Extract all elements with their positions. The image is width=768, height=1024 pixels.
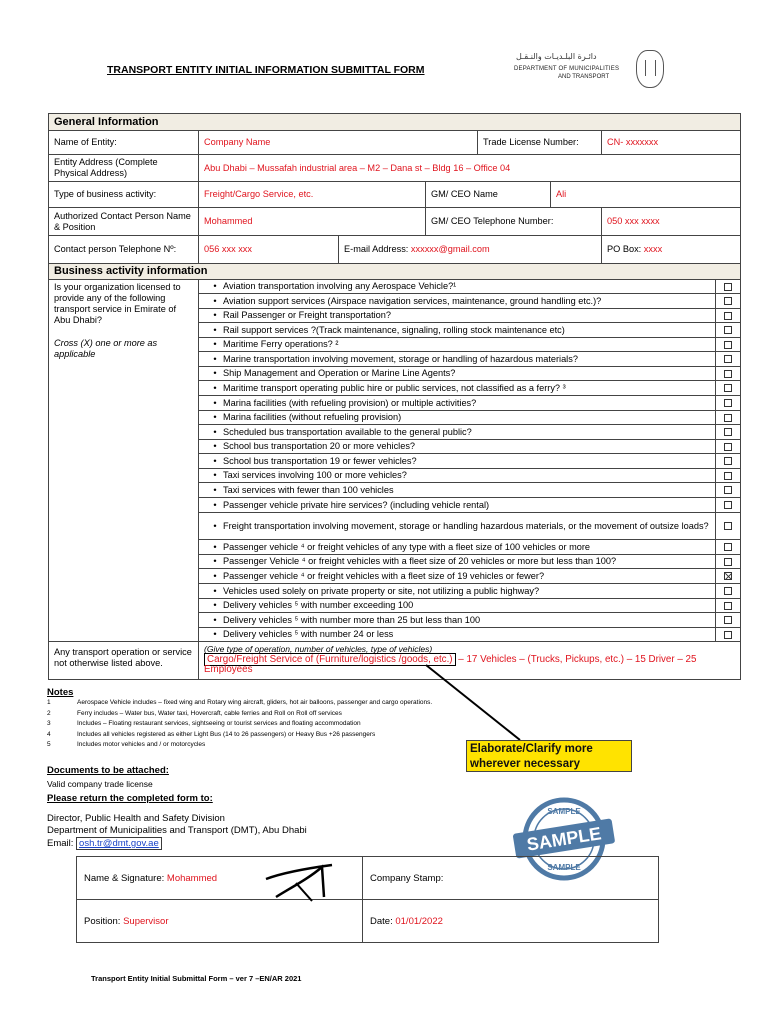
checkbox[interactable] xyxy=(724,486,732,494)
bullet-icon: • xyxy=(213,499,217,510)
activity-label: Delivery vehicles ⁵ with number exceeding 100 xyxy=(223,600,414,610)
activity-text-cell xyxy=(199,323,716,338)
activity-text-cell xyxy=(199,396,716,411)
activity-checkbox-cell xyxy=(716,440,741,454)
activity-label: Taxi services with fewer than 100 vehicles xyxy=(223,484,394,495)
activity-text-cell xyxy=(199,425,716,440)
activity-label: Passenger vehicle ⁴ or freight vehicles of any type with a fleet size of 100 vehicles or more xyxy=(223,541,591,552)
activity-text-cell xyxy=(199,469,716,483)
activity-label: Marina facilities (without refueling provision) xyxy=(223,412,402,422)
bullet-icon: • xyxy=(213,368,217,378)
documents-value: Valid company trade license xyxy=(47,779,153,789)
company-stamp-label: Company Stamp: xyxy=(370,872,444,884)
activity-row xyxy=(49,280,741,294)
activity-label: Aviation support services (Airspace navigation services, maintenance, ground handling etc.)? xyxy=(223,295,602,306)
checkbox[interactable] xyxy=(724,326,732,334)
activity-checkbox-cell xyxy=(716,425,741,440)
activity-text-cell xyxy=(199,513,716,540)
activity-checkbox-cell xyxy=(716,599,741,613)
activity-question-cell xyxy=(49,280,199,642)
entity-name-field[interactable]: Company Name xyxy=(199,131,478,155)
logo-english-line1: DEPARTMENT OF MUNICIPALITIES xyxy=(514,66,620,72)
checkbox[interactable] xyxy=(724,558,732,566)
emblem-icon xyxy=(636,50,664,88)
activity-text-cell xyxy=(199,411,716,425)
activity-checkbox-cell xyxy=(716,309,741,323)
checkbox[interactable] xyxy=(724,312,732,320)
checkbox[interactable] xyxy=(724,355,732,363)
activity-checkbox-cell xyxy=(716,367,741,381)
pobox-label: PO Box: xyxy=(607,244,642,254)
note-item xyxy=(47,710,342,717)
bullet-icon: • xyxy=(213,614,217,625)
handwritten-signature xyxy=(262,857,342,907)
company-stamp-cell[interactable] xyxy=(363,857,659,900)
other-service-rest: – 17 Vehicles – (Trucks, Pickups, etc.) – 15 Driver – 25 Employees xyxy=(204,654,697,675)
activity-list xyxy=(49,280,741,642)
activity-checkbox-cell xyxy=(716,498,741,513)
checkbox[interactable] xyxy=(724,341,732,349)
activity-checkbox-cell xyxy=(716,555,741,569)
pobox-field[interactable]: xxxx xyxy=(643,244,663,254)
checkbox[interactable] xyxy=(724,370,732,378)
notes-title: Notes xyxy=(47,687,74,698)
activity-instruction: Cross (X) one or more as applicable xyxy=(54,338,158,359)
activity-checkbox-cell xyxy=(716,280,741,294)
ceo-name-field[interactable]: Ali xyxy=(551,182,741,208)
return-line1: Director, Public Health and Safety Division xyxy=(47,813,225,824)
bullet-icon: • xyxy=(213,470,217,480)
activity-text-cell xyxy=(199,628,716,642)
activity-text-cell xyxy=(199,338,716,352)
note-item xyxy=(47,720,361,727)
stamp-top-text: SAMPLE xyxy=(547,807,581,816)
activity-text-cell xyxy=(199,599,716,613)
activity-checkbox-cell xyxy=(716,513,741,540)
note-number: 4 xyxy=(47,730,51,738)
checkbox[interactable] xyxy=(724,443,732,451)
position-value: Supervisor xyxy=(123,915,169,927)
checkbox[interactable] xyxy=(724,522,732,530)
bullet-icon: • xyxy=(213,629,217,639)
stamp-bottom-text: SAMPLE xyxy=(547,863,581,872)
activity-text-cell xyxy=(199,454,716,469)
checkbox[interactable] xyxy=(724,631,732,639)
activity-question: Is your organization licensed to provide any of the following transport service in Emirate of Abu Dhabi? xyxy=(54,282,181,325)
other-service-hint: (Give type of operation, number of vehicles, type of vehicles) xyxy=(204,644,433,654)
highlighted-service: Cargo/Freight Service of (Furniture/logistics /goods, etc.) xyxy=(204,653,456,666)
activity-checkbox-cell xyxy=(716,323,741,338)
bullet-icon: • xyxy=(213,541,217,552)
activity-label: Freight transportation involving movement, storage or handling hazardous materials, or the movement of outsize loads? xyxy=(223,520,709,531)
note-number: 1 xyxy=(47,699,51,706)
activity-text-cell xyxy=(199,483,716,498)
activity-label: Marina facilities (with refueling provision) or multiple activities? xyxy=(223,397,477,408)
activity-checkbox-cell xyxy=(716,584,741,599)
logo-english-line2: AND TRANSPORT xyxy=(558,74,610,80)
callout-arrow xyxy=(420,660,530,745)
note-item xyxy=(47,699,432,706)
activity-label: Delivery vehicles ⁵ with number 24 or less xyxy=(223,629,394,639)
position-label: Position: xyxy=(84,915,124,927)
activity-checkbox-cell xyxy=(716,454,741,469)
return-email-link[interactable]: osh.tr@dmt.gov.ae xyxy=(76,837,162,850)
activity-label: Passenger Vehicle ⁴ or freight vehicles with a fleet size of 20 vehicles or more but less than 100? xyxy=(223,556,617,566)
bullet-icon: • xyxy=(213,426,217,437)
contact-person-field[interactable]: Mohammed xyxy=(199,208,426,236)
activity-label: Delivery vehicles ⁵ with number more than 25 but less than 100 xyxy=(223,614,481,625)
bullet-icon: • xyxy=(213,556,217,566)
ceo-name-label: GM/ CEO Name xyxy=(426,182,551,208)
bullet-icon: • xyxy=(213,520,217,531)
activity-checkbox-cell xyxy=(716,396,741,411)
checkbox[interactable] xyxy=(724,616,732,624)
return-title: Please return the completed form to: xyxy=(47,793,213,804)
trade-license-label: Trade License Number: xyxy=(478,131,602,155)
activity-checkbox-cell xyxy=(716,569,741,584)
return-line2: Department of Municipalities and Transport (DMT), Abu Dhabi xyxy=(47,825,307,836)
bullet-icon: • xyxy=(213,324,217,335)
return-email-label: Email: xyxy=(47,838,77,849)
activity-checkbox-cell xyxy=(716,411,741,425)
checkbox[interactable] xyxy=(724,414,732,422)
note-number: 2 xyxy=(47,709,51,717)
note-text: Aerospace Vehicle includes – fixed wing and Rotary wing aircraft, gliders, hot air balloons, passenger and cargo operations. xyxy=(77,699,433,706)
activity-text-cell xyxy=(199,540,716,555)
activity-checkbox-cell xyxy=(716,381,741,396)
note-text: Includes all vehicles registered as either Light Bus (14 to 26 passengers) or Heavy Bus +26 passengers xyxy=(77,730,376,738)
documents-title: Documents to be attached: xyxy=(47,765,169,776)
ceo-tel-field[interactable]: 050 xxx xxxx xyxy=(602,208,741,236)
activity-text-cell xyxy=(199,584,716,599)
activity-checkbox-cell xyxy=(716,352,741,367)
activity-text-cell xyxy=(199,381,716,396)
email-field[interactable]: xxxxxx@gmail.com xyxy=(410,244,490,254)
activity-text-cell xyxy=(199,280,716,294)
activity-label: Aviation transportation involving any Aerospace Vehicle?¹ xyxy=(223,281,457,291)
activity-text-cell xyxy=(199,569,716,584)
bullet-icon: • xyxy=(213,281,217,291)
email-cell xyxy=(339,236,602,264)
activity-label: Scheduled bus transportation available to the general public? xyxy=(223,426,472,437)
address-field[interactable]: Abu Dhabi – Mussafah industrial area – M2 – Dana st – Bldg 16 – Office 04 xyxy=(199,155,741,182)
activity-text-cell xyxy=(199,352,716,367)
checkbox[interactable] xyxy=(724,602,732,610)
bullet-icon: • xyxy=(213,585,217,596)
note-text: Ferry includes – Water bus, Water taxi, Hovercraft, cable ferries and Roll on Roll off services xyxy=(77,709,342,717)
business-info-heading: Business activity information xyxy=(49,264,741,280)
activity-label: Maritime transport operating public hire or public services, not classified as a ferry? ³ xyxy=(223,382,566,393)
bullet-icon: • xyxy=(213,412,217,422)
activity-label: School bus transportation 20 or more vehicles? xyxy=(223,441,416,451)
activity-text-cell xyxy=(199,294,716,309)
checkbox[interactable] xyxy=(724,587,732,595)
activity-checkbox-cell xyxy=(716,628,741,642)
name-signature-value: Mohammed xyxy=(166,872,218,884)
note-text: Includes – Floating restaurant services, sightseeing or tourist services and floating accommodation xyxy=(77,720,361,727)
contact-tel-label: Contact person Telephone Nº: xyxy=(49,236,199,264)
note-number: 5 xyxy=(47,741,51,748)
checkbox[interactable] xyxy=(724,399,732,407)
checkbox[interactable] xyxy=(724,472,732,480)
bullet-icon: • xyxy=(213,295,217,306)
activity-checkbox-cell xyxy=(716,338,741,352)
bullet-icon: • xyxy=(213,382,217,393)
activity-text-cell xyxy=(199,498,716,513)
checkbox[interactable] xyxy=(724,501,732,509)
address-label: Entity Address (Complete Physical Address) xyxy=(49,155,199,182)
note-text: Includes motor vehicles and / or motorcycles xyxy=(77,741,206,748)
stamp-main-text: SAMPLE xyxy=(525,823,603,855)
bullet-icon: • xyxy=(213,339,217,349)
trade-license-field[interactable]: CN- xxxxxxx xyxy=(602,131,741,155)
bullet-icon: • xyxy=(213,600,217,610)
activity-text-cell xyxy=(199,613,716,628)
bullet-icon: • xyxy=(213,353,217,364)
activity-label: Maritime Ferry operations? ² xyxy=(223,339,339,349)
activity-checkbox-cell xyxy=(716,294,741,309)
activity-text-cell xyxy=(199,555,716,569)
bullet-icon: • xyxy=(213,310,217,320)
activity-label: School bus transportation 19 or fewer vehicles? xyxy=(223,455,417,466)
checkbox[interactable] xyxy=(724,283,732,291)
form-title: TRANSPORT ENTITY INITIAL INFORMATION SUBMITTAL FORM xyxy=(107,64,425,76)
activity-label: Ship Management and Operation or Marine Line Agents? xyxy=(223,368,456,378)
activity-label: Passenger vehicle ⁴ or freight vehicles with a fleet size of 19 vehicles or fewer? xyxy=(223,570,545,581)
activity-checkbox-cell xyxy=(716,540,741,555)
activity-checkbox-cell xyxy=(716,613,741,628)
checkbox[interactable] xyxy=(724,297,732,305)
date-cell[interactable] xyxy=(363,900,659,943)
activity-label: Vehicles used solely on private property or site, not utilizing a public highway? xyxy=(223,585,540,596)
other-service-label: Any transport operation or service not otherwise listed above. xyxy=(49,642,199,680)
general-info-heading: General Information xyxy=(49,114,741,131)
activity-label: Type of business activity: xyxy=(49,182,199,208)
note-number: 3 xyxy=(47,720,51,727)
activity-label: Rail Passenger or Freight transportation? xyxy=(223,310,392,320)
checkbox[interactable] xyxy=(724,572,732,580)
bullet-icon: • xyxy=(213,570,217,581)
footer-text: Transport Entity Initial Submittal Form – ver 7 –EN/AR 2021 xyxy=(91,974,302,983)
activity-text-cell xyxy=(199,309,716,323)
activity-field[interactable]: Freight/Cargo Service, etc. xyxy=(199,182,426,208)
activity-label: Passenger vehicle private hire services? (including vehicle rental) xyxy=(223,499,490,510)
activity-label: Rail support services ?(Track maintenance, signaling, rolling stock maintenance etc) xyxy=(223,324,565,335)
checkbox[interactable] xyxy=(724,384,732,392)
bullet-icon: • xyxy=(213,484,217,495)
activity-checkbox-cell xyxy=(716,483,741,498)
activity-label: Taxi services involving 100 or more vehicles? xyxy=(223,470,407,480)
name-signature-label: Name & Signature: xyxy=(84,872,167,884)
information-table xyxy=(48,113,741,680)
contact-person-label: Authorized Contact Person Name & Position xyxy=(49,208,199,236)
bullet-icon: • xyxy=(213,397,217,408)
checkbox[interactable] xyxy=(724,543,732,551)
date-label: Date: xyxy=(370,915,396,927)
note-item xyxy=(47,731,375,738)
bullet-icon: • xyxy=(213,441,217,451)
bullet-icon: • xyxy=(213,455,217,466)
signature-table xyxy=(76,856,659,943)
activity-label: Marine transportation involving movement, storage or handling of hazardous materials? xyxy=(223,353,578,364)
contact-tel-field[interactable]: 056 xxx xxx xyxy=(199,236,339,264)
activity-text-cell xyxy=(199,367,716,381)
return-email-line xyxy=(47,838,162,849)
logo-arabic-text: دائـرة البلـديـات والنـقـل xyxy=(516,52,597,61)
checkbox[interactable] xyxy=(724,428,732,436)
entity-name-label: Name of Entity: xyxy=(49,131,199,155)
dmt-logo xyxy=(508,50,668,90)
activity-checkbox-cell xyxy=(716,469,741,483)
checkbox[interactable] xyxy=(724,457,732,465)
pobox-cell xyxy=(602,236,741,264)
activity-text-cell xyxy=(199,440,716,454)
note-item xyxy=(47,741,205,748)
ceo-tel-label: GM/ CEO Telephone Number: xyxy=(426,208,602,236)
date-value: 01/01/2022 xyxy=(395,915,443,927)
clarify-callout: Elaborate/Clarify more wherever necessary xyxy=(466,740,632,772)
email-label: E-mail Address: xyxy=(344,244,409,254)
